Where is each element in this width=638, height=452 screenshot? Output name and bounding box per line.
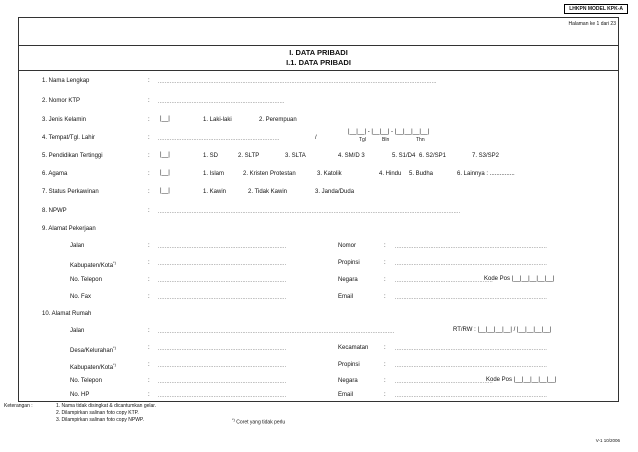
home-telepon-input[interactable]: ............................................................................ (158, 379, 287, 385)
option-katolik: 3. Katolik (317, 171, 342, 177)
home-rt-rw[interactable]: RT/RW : |__|__|__|__| / |__|__|__|__| (453, 327, 552, 333)
colon: : (148, 392, 150, 398)
home-label-propinsi: Propinsi (338, 362, 360, 368)
colon: : (148, 78, 150, 84)
work-label-propinsi: Propinsi (338, 260, 360, 266)
colon: : (384, 392, 386, 398)
section-header (18, 45, 619, 71)
colon: : (148, 135, 150, 141)
home-label-email: Email (338, 392, 354, 398)
home-email-input[interactable]: .......................................................................................... (395, 393, 548, 399)
field-label-alamat-rumah: 10. Alamat Rumah (42, 311, 92, 317)
work-kode-pos[interactable]: Kode Pos |__|__|__|__|__| (484, 276, 555, 282)
work-negara-input[interactable]: .......................................................... (395, 278, 493, 284)
colon: : (384, 378, 386, 384)
field-label-agama: 6. Agama (42, 171, 68, 177)
note-item: 1. Nama tidak disingkat & dicantumkan gelar. (56, 403, 157, 409)
work-jalan-input[interactable]: ............................................................................ (158, 244, 287, 250)
home-kabupaten-input[interactable]: ............................................................................ (158, 363, 287, 369)
work-kabupaten-input[interactable]: ............................................................................ (158, 261, 287, 267)
option-s3sp2: 7. S3/SP2 (472, 153, 500, 159)
colon: : (148, 171, 150, 177)
footnote: *) Coret yang tidak perlu (232, 417, 286, 426)
option-janda-duda: 3. Janda/Duda (315, 189, 355, 195)
colon: : (148, 362, 150, 368)
home-label-telepon: No. Telepon (70, 378, 102, 384)
form-code-label: LHKPN MODEL KPK-A (564, 4, 628, 14)
date-label-bln: Bln (382, 137, 390, 143)
pendidikan-box[interactable]: |__| (160, 152, 170, 158)
colon: : (148, 189, 150, 195)
option-hindu: 4. Hindu (379, 171, 402, 177)
field-label-nama: 1. Nama Lengkap (42, 78, 90, 84)
option-slta: 3. SLTA (285, 153, 306, 159)
tanggal-lahir-boxes[interactable]: |__|__| - |__|__| - |__|__|__|__| (348, 129, 430, 135)
field-label-ttl: 4. Tempat/Tgl. Lahir (42, 135, 95, 141)
home-label-kabupaten: Kabupaten/Kota*) (70, 362, 116, 371)
colon: : (148, 328, 150, 334)
field-label-pendidikan: 5. Pendidikan Tertinggi (42, 153, 103, 159)
option-perempuan: 2. Perempuan (259, 117, 297, 123)
colon: : (148, 98, 150, 104)
work-label-kabupaten: Kabupaten/Kota*) (70, 260, 116, 269)
colon: : (148, 117, 150, 123)
work-label-fax: No. Fax (70, 294, 92, 300)
date-label-thn: Thn (416, 137, 425, 143)
option-tidak-kawin: 2. Tidak Kawin (248, 189, 288, 195)
jenis-kelamin-box[interactable]: |__| (160, 116, 170, 122)
option-s2sp1: 6. S2/SP1 (419, 153, 447, 159)
colon: : (148, 243, 150, 249)
status-box[interactable]: |__| (160, 188, 170, 194)
colon: : (148, 153, 150, 159)
colon: : (148, 345, 150, 351)
field-label-alamat-pekerjaan: 9. Alamat Pekerjaan (42, 226, 96, 232)
home-jalan-input[interactable]: ............................................................................................................................................ (158, 329, 395, 335)
work-email-input[interactable]: .......................................................................................... (395, 295, 548, 301)
section-title: I. DATA PRIBADI (289, 48, 348, 57)
work-nomor-input[interactable]: .......................................................................................... (395, 244, 548, 250)
home-kode-pos[interactable]: Kode Pos |__|__|__|__|__| (486, 377, 557, 383)
page-info: Halaman ke 1 dari 23 (568, 21, 616, 27)
home-desa-input[interactable]: ............................................................................ (158, 346, 287, 352)
field-label-status: 7. Status Perkawinan (42, 189, 99, 195)
agama-box[interactable]: |__| (160, 170, 170, 176)
nama-input[interactable]: ..................................................................................................................................................................... (158, 79, 437, 85)
option-lainnya: 6. Lainnya : ............... (457, 171, 515, 177)
home-label-kecamatan: Kecamatan (338, 345, 369, 351)
npwp-input[interactable]: ................................................................................................................................................................................... (158, 209, 461, 215)
colon: : (148, 277, 150, 283)
colon: : (384, 277, 386, 283)
colon: : (384, 294, 386, 300)
home-propinsi-input[interactable]: .......................................................................................... (395, 363, 548, 369)
field-label-ktp: 2. Nomor KTP (42, 98, 81, 104)
home-label-negara: Negara (338, 378, 358, 384)
home-label-desa: Desa/Kelurahan*) (70, 345, 116, 354)
work-label-telepon: No. Telepon (70, 277, 102, 283)
option-sd: 1. SD (203, 153, 219, 159)
home-negara-input[interactable]: .......................................................... (395, 379, 493, 385)
work-label-email: Email (338, 294, 354, 300)
colon: : (148, 378, 150, 384)
notes-title: Keterangan : (4, 403, 33, 409)
option-s1d4: 5. S1/D4 (392, 153, 416, 159)
section-subtitle: I.1. DATA PRIBADI (286, 58, 351, 67)
ktp-input[interactable]: ........................................................................... (158, 99, 285, 105)
note-item: 3. Dilampirkan salinan foto copy NPWP. (56, 417, 145, 423)
work-label-jalan: Jalan (70, 243, 85, 249)
colon: : (384, 260, 386, 266)
date-label-tgl: Tgl (359, 137, 366, 143)
note-item: 2. Dilampirkan salinan foto copy KTP. (56, 410, 139, 416)
colon: : (148, 294, 150, 300)
option-kawin: 1. Kawin (203, 189, 227, 195)
field-label-jenis-kelamin: 3. Jenis Kelamin (42, 117, 87, 123)
option-laki-laki: 1. Laki-laki (203, 117, 232, 123)
work-telepon-input[interactable]: ............................................................................ (158, 278, 287, 284)
tempat-lahir-input[interactable]: ........................................................................ (158, 136, 280, 142)
work-fax-input[interactable]: ............................................................................ (158, 295, 287, 301)
option-budha: 5. Budha (409, 171, 434, 177)
colon: : (384, 243, 386, 249)
version-label: V-1 10/2006 (595, 438, 620, 443)
option-islam: 1. Islam (203, 171, 225, 177)
option-smd3: 4. SM/D 3 (338, 153, 365, 159)
colon: : (384, 362, 386, 368)
work-label-negara: Negara (338, 277, 358, 283)
option-sltp: 2. SLTP (238, 153, 260, 159)
colon: : (384, 345, 386, 351)
field-label-npwp: 8. NPWP (42, 208, 67, 214)
work-propinsi-input[interactable]: .......................................................................................... (395, 261, 548, 267)
work-label-nomor: Nomor (338, 243, 357, 249)
home-hp-input[interactable]: ............................................................................ (158, 393, 287, 399)
home-label-jalan: Jalan (70, 328, 85, 334)
home-kecamatan-input[interactable]: .......................................................................................... (395, 346, 548, 352)
option-kristen: 2. Kristen Protestan (243, 171, 296, 177)
colon: : (148, 260, 150, 266)
home-label-hp: No. HP (70, 392, 90, 398)
date-separator: / (315, 135, 317, 141)
colon: : (148, 208, 150, 214)
